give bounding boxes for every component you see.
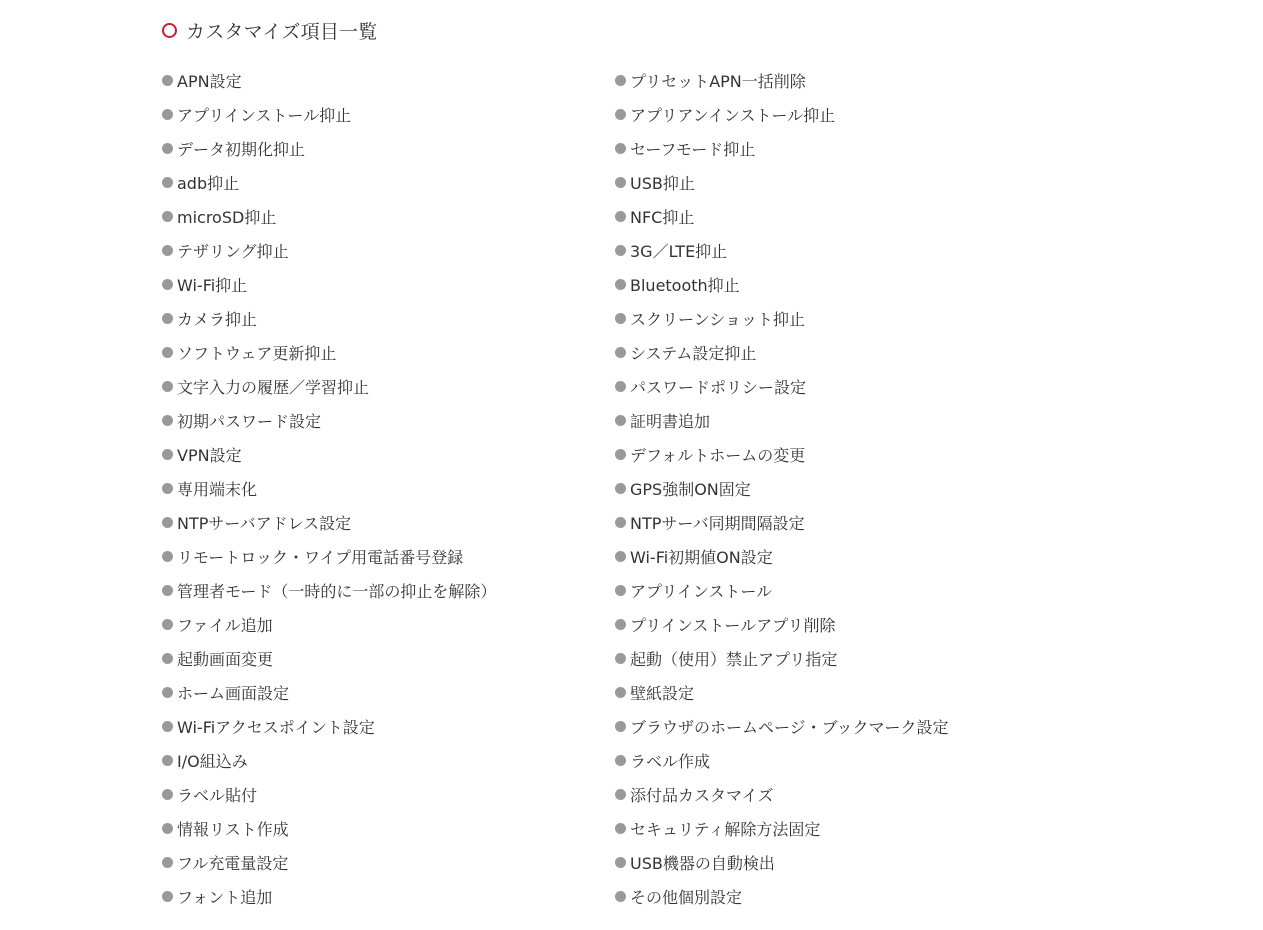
section-heading <box>162 16 377 44</box>
list-item <box>162 573 496 607</box>
list-item-label: 初期パスワード設定 <box>177 411 322 431</box>
list-item <box>162 777 496 811</box>
bullet-icon <box>615 313 626 324</box>
list-item <box>162 199 496 233</box>
list-item-label: USB抑止 <box>630 173 695 193</box>
list-item <box>615 709 949 743</box>
bullet-icon <box>615 721 626 732</box>
bullet-icon <box>162 585 173 596</box>
list-item <box>615 675 949 709</box>
list-item <box>162 505 496 539</box>
bullet-icon <box>615 653 626 664</box>
bullet-icon <box>162 517 173 528</box>
list-item <box>615 165 949 199</box>
list-item-label: プリセットAPN一括削除 <box>630 71 806 91</box>
list-item-label: ソフトウェア更新抑止 <box>177 343 337 363</box>
list-item-label: フル充電量設定 <box>177 853 289 873</box>
bullet-icon <box>162 483 173 494</box>
list-item <box>162 131 496 165</box>
bullet-icon <box>615 483 626 494</box>
list-item <box>615 777 949 811</box>
list-item-label: 3G／LTE抑止 <box>630 241 728 261</box>
list-item-label: GPS強制ON固定 <box>630 479 751 499</box>
list-item-label: ファイル追加 <box>177 615 273 635</box>
bullet-icon <box>615 891 626 902</box>
bullet-icon <box>162 789 173 800</box>
bullet-icon <box>162 721 173 732</box>
list-item <box>162 471 496 505</box>
list-item-label: アプリアンインストール抑止 <box>630 105 836 125</box>
list-item <box>162 709 496 743</box>
list-item <box>162 811 496 845</box>
list-item <box>162 165 496 199</box>
bullet-icon <box>162 687 173 698</box>
bullet-icon <box>615 551 626 562</box>
list-item-label: カメラ抑止 <box>177 309 258 329</box>
list-item <box>615 607 949 641</box>
list-item <box>615 539 949 573</box>
list-item <box>615 437 949 471</box>
bullet-icon <box>615 449 626 460</box>
bullet-icon <box>615 619 626 630</box>
list-item-label: Wi-Fiアクセスポイント設定 <box>177 717 375 737</box>
bullet-icon <box>162 177 173 188</box>
list-item <box>615 505 949 539</box>
list-item-label: 起動画面変更 <box>177 649 274 669</box>
list-item <box>162 63 496 97</box>
list-item-label: ラベル貼付 <box>177 785 258 805</box>
bullet-icon <box>615 245 626 256</box>
list-item-label: Wi-Fi初期値ON設定 <box>630 547 773 567</box>
bullet-icon <box>615 347 626 358</box>
list-item <box>162 641 496 675</box>
list-item <box>162 743 496 777</box>
bullet-icon <box>162 143 173 154</box>
bullet-icon <box>162 891 173 902</box>
list-item-label: アプリインストール <box>630 581 773 601</box>
bullet-icon <box>615 823 626 834</box>
list-item-label: その他個別設定 <box>630 887 743 907</box>
list-item <box>615 97 949 131</box>
list-item <box>162 233 496 267</box>
list-item-label: アプリインストール抑止 <box>177 105 352 125</box>
list-item <box>615 403 949 437</box>
bullet-icon <box>162 109 173 120</box>
list-item-label: 壁紙設定 <box>630 683 695 703</box>
list-item-label: Wi-Fi抑止 <box>177 275 248 295</box>
list-item-label: 添付品カスタマイズ <box>630 785 774 805</box>
list-item-label: ラベル作成 <box>630 751 711 771</box>
bullet-icon <box>615 857 626 868</box>
bullet-icon <box>162 653 173 664</box>
bullet-icon <box>162 823 173 834</box>
bullet-icon <box>162 75 173 86</box>
list-item <box>162 335 496 369</box>
list-item <box>615 63 949 97</box>
bullet-icon <box>162 313 173 324</box>
list-item <box>615 811 949 845</box>
customization-list-left <box>162 63 496 913</box>
list-item <box>615 845 949 879</box>
list-item-label: スクリーンショット抑止 <box>630 309 805 329</box>
list-item-label: 証明書追加 <box>630 411 711 431</box>
list-item <box>615 335 949 369</box>
list-item-label: NTPサーバアドレス設定 <box>177 513 352 533</box>
list-item-label: 情報リスト作成 <box>177 819 289 839</box>
list-item-label: プリインストールアプリ削除 <box>630 615 836 635</box>
bullet-icon <box>615 211 626 222</box>
list-item <box>162 845 496 879</box>
list-item <box>615 879 949 913</box>
list-item-label: データ初期化抑止 <box>177 139 306 159</box>
list-item-label: I/O組込み <box>177 751 248 771</box>
list-item <box>162 301 496 335</box>
bullet-icon <box>162 449 173 460</box>
bullet-icon <box>615 75 626 86</box>
list-item <box>162 403 496 437</box>
list-item <box>162 437 496 471</box>
bullet-icon <box>615 585 626 596</box>
list-item <box>162 539 496 573</box>
bullet-icon <box>615 109 626 120</box>
bullet-icon <box>162 279 173 290</box>
bullet-icon <box>615 789 626 800</box>
list-item-label: VPN設定 <box>177 445 242 465</box>
list-item-label: 文字入力の履歴／学習抑止 <box>177 377 370 397</box>
list-item <box>615 233 949 267</box>
list-item <box>162 267 496 301</box>
red-circle-icon <box>162 23 177 38</box>
list-item-label: セキュリティ解除方法固定 <box>630 819 821 839</box>
list-item <box>162 879 496 913</box>
list-item-label: 起動（使用）禁止アプリ指定 <box>630 649 838 669</box>
bullet-icon <box>615 381 626 392</box>
list-item <box>162 675 496 709</box>
list-item-label: ホーム画面設定 <box>177 683 290 703</box>
list-item-label: パスワードポリシー設定 <box>630 377 807 397</box>
list-item <box>615 301 949 335</box>
list-item-label: システム設定抑止 <box>630 343 757 363</box>
list-item-label: USB機器の自動検出 <box>630 853 775 873</box>
bullet-icon <box>615 143 626 154</box>
list-item <box>615 641 949 675</box>
list-item-label: microSD抑止 <box>177 207 277 227</box>
list-item-label: リモートロック・ワイプ用電話番号登録 <box>177 547 464 567</box>
list-item-label: adb抑止 <box>177 173 240 193</box>
section-title: カスタマイズ項目一覧 <box>186 20 378 43</box>
bullet-icon <box>162 245 173 256</box>
bullet-icon <box>615 517 626 528</box>
bullet-icon <box>162 211 173 222</box>
list-item-label: 管理者モード（一時的に一部の抑止を解除） <box>177 581 497 601</box>
bullet-icon <box>162 381 173 392</box>
bullet-icon <box>615 177 626 188</box>
list-item-label: 専用端末化 <box>177 479 258 499</box>
bullet-icon <box>615 755 626 766</box>
list-item <box>162 607 496 641</box>
list-item-label: フォント追加 <box>177 887 273 907</box>
bullet-icon <box>615 279 626 290</box>
list-item-label: APN設定 <box>177 71 242 91</box>
bullet-icon <box>162 619 173 630</box>
bullet-icon <box>162 857 173 868</box>
list-item-label: デフォルトホームの変更 <box>630 445 806 465</box>
list-item <box>615 743 949 777</box>
list-item-label: セーフモード抑止 <box>630 139 756 159</box>
list-item-label: NFC抑止 <box>630 207 695 227</box>
customization-list-right <box>615 63 949 913</box>
list-item <box>615 199 949 233</box>
list-item-label: NTPサーバ同期間隔設定 <box>630 513 805 533</box>
bullet-icon <box>162 415 173 426</box>
list-item <box>615 369 949 403</box>
bullet-icon <box>615 415 626 426</box>
bullet-icon <box>162 755 173 766</box>
list-item-label: Bluetooth抑止 <box>630 275 740 295</box>
bullet-icon <box>162 551 173 562</box>
bullet-icon <box>162 347 173 358</box>
list-item-label: ブラウザのホームページ・ブックマーク設定 <box>630 717 949 737</box>
list-item <box>615 573 949 607</box>
list-item <box>615 471 949 505</box>
list-item <box>615 131 949 165</box>
list-item <box>162 369 496 403</box>
list-item-label: テザリング抑止 <box>177 241 289 261</box>
list-item <box>162 97 496 131</box>
bullet-icon <box>615 687 626 698</box>
list-item <box>615 267 949 301</box>
